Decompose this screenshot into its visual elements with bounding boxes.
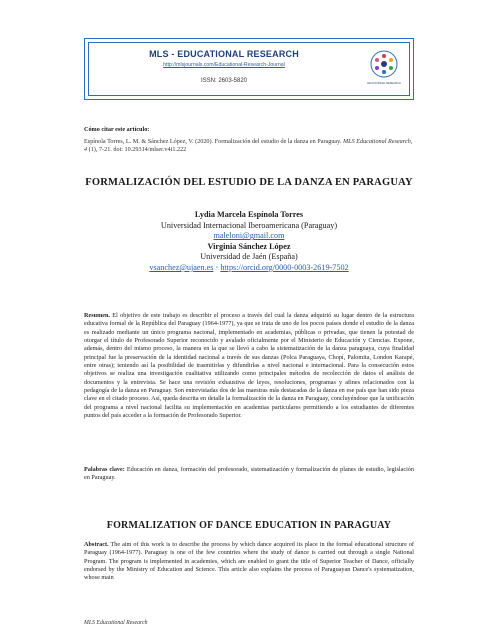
author-block xyxy=(84,210,414,274)
abstract-spanish-text: El objetivo de este trabajo es describir el proceso a través del cual la danza adquirió su lugar dentro de la estructura educativa formal de la República del Paraguay (1964-1977), ya que se trata de uno de los pocos países donde el estudio de la danza es realizado mediante un único programa nacional, implementado en academias, públicas o privadas, que tienen la potestad de otorgar el título de Profesorado Superior reconocido y avalado oficialmente por el Ministerio de Educación y Ciencias. Expone, además, dentro del mismo proceso, la manera en la que se llevó a cabo la sistematización de la danza paraguaya, cuya finalidad principal fue la preservación de la identidad nacional a través de sus danzas (Polca Paraguaya, Chopí, Palomita, London Karapé, entre otras); teniendo así la posibilidad de trasmitirlas y difundirlas a nivel nacional e internacional. Para la consecución estos objetivos se realiza una investigación cualitativa utilizando como principales métodos de recolección de datos el análisis de documentos y la entrevista. Se hace una revisión exhaustiva de leyes, resoluciones, programas y afines relacionados con la pedagogía de la danza en Paraguay. Son entrevistadas dos de las maestras más destacadas de la danza en ese país que han sido pieza clave en el citado proceso. Así, queda descrita en detalle la formalización de la danza en Paraguay, concluyéndose que la unificación del programa a nivel nacional facilita su implementación en academias particulares permitiendo a los estudiantes de diferentes puntos del país acceder a la formación de Profesorado Superior. xyxy=(84,312,414,420)
abstract-english-text: The aim of this work is to describe the process by which dance acquired its place in the formal educational structure of Paraguay (1964-1977). Paraguay is one of the few countries where the study of dance is carried out through a single National Program. The program is implemented in academies, which are enabled to grant the title of Superior Teacher of Dance, officially endorsed by the Ministry of Education and Science. This article also explains the process of Paraguayan Dance's systematization, whose main xyxy=(84,541,414,582)
link-separator: · xyxy=(213,262,221,272)
citation-journal: MLS Educational Research, 4 xyxy=(84,138,413,154)
citation-rest: (1), 7-21. doi: 10.29314/mlser.v4i1.222 xyxy=(87,146,187,154)
journal-header-box xyxy=(84,38,414,100)
keywords-spanish xyxy=(84,466,414,483)
author1-email-link[interactable]: maleloni@gmail.com xyxy=(213,231,285,241)
abstract-spanish xyxy=(84,312,414,420)
abstract-spanish-label: Resumen. xyxy=(84,312,110,319)
author1-affiliation: Universidad Internacional Iberoamericana (Paraguay) xyxy=(160,220,338,230)
journal-name: MLS - EDUCATIONAL RESEARCH xyxy=(149,49,299,59)
journal-header-inner-border xyxy=(88,42,410,96)
author2-affiliation: Universidad de Jaén (España) xyxy=(200,252,298,262)
keywords-spanish-text: Educación en danza, formación del profesorado, sistematización y formalización de planes de estudio, legislación en Paraguay. xyxy=(84,466,414,482)
citation-text xyxy=(84,138,414,155)
people-circle-logo-icon xyxy=(367,48,401,88)
article-title-english: FORMALIZATION OF DANCE EDUCATION IN PARAGUAY xyxy=(106,520,392,531)
author2-name: Virginia Sánchez López xyxy=(207,241,291,251)
journal-issn: ISSN: 2603-5820 xyxy=(200,78,248,84)
keywords-spanish-label: Palabras clave: xyxy=(84,466,125,473)
logo-text: EDUCATIONAL RESEARCH xyxy=(367,82,401,85)
citation-heading: Cómo citar este artículo: xyxy=(84,126,150,133)
author2-orcid-link[interactable]: https://orcid.org/0000-0003-2619-7502 xyxy=(220,262,349,272)
journal-url-link[interactable]: http://mlsjournals.com/Educational-Research-Journal xyxy=(163,62,285,68)
author2-email-link[interactable]: vsanchez@ujaen.es xyxy=(149,262,214,272)
article-title-spanish: FORMALIZACIÓN DEL ESTUDIO DE LA DANZA EN PARAGUAY xyxy=(85,177,413,188)
author1-name: Lydia Marcela Espínola Torres xyxy=(194,210,304,219)
citation-authors: Espínola Torres, L. M. & Sánchez López, V. (2020). Formalización del estudio de la danza en Paraguay. xyxy=(84,138,342,145)
page-footer: MLS Educational Research xyxy=(84,620,148,626)
abstract-english-label: Abstract. xyxy=(84,541,109,548)
abstract-english xyxy=(84,541,414,583)
